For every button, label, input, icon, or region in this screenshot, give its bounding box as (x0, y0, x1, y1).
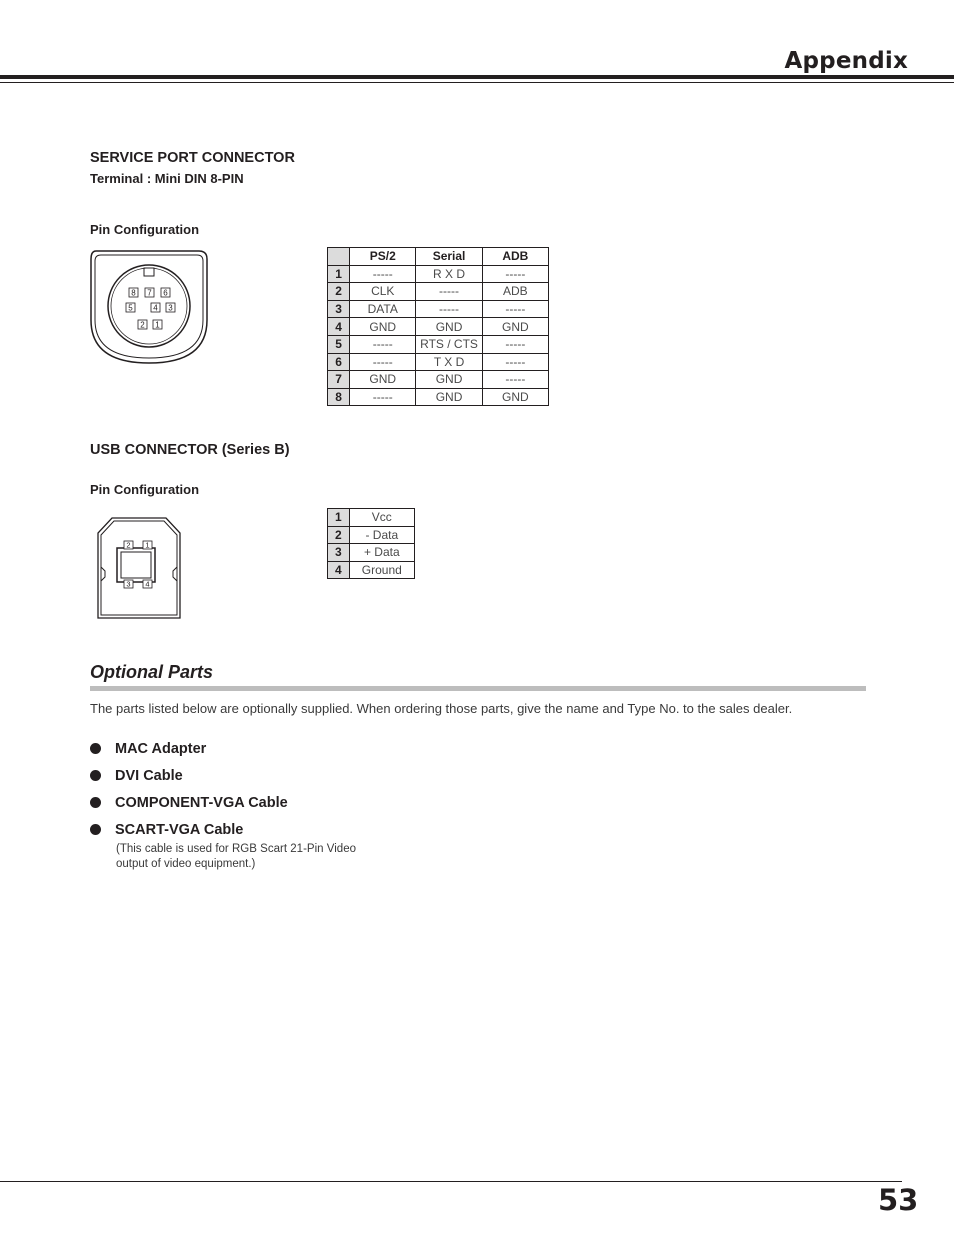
table-row (328, 561, 415, 579)
table-cell: ----- (482, 371, 548, 389)
pin-number: 6 (328, 353, 350, 371)
list-item-label: SCART-VGA Cable (115, 822, 244, 838)
page-header-title: Appendix (784, 48, 908, 74)
usb-outer-shell (98, 518, 180, 618)
table-cell: R X D (416, 265, 482, 283)
mini-din-pin-label: 2 (140, 320, 145, 330)
table-row (328, 335, 549, 353)
usb-pin-label: 1 (145, 540, 150, 550)
pin-number: 4 (328, 318, 350, 336)
table-cell: GND (416, 388, 482, 406)
table-cell: GND (482, 318, 548, 336)
table-row (328, 544, 415, 562)
list-item (90, 822, 243, 838)
mini-din-key (144, 268, 154, 276)
usb-pin-config-label: Pin Configuration (90, 482, 200, 497)
service-port-terminal: Terminal : Mini DIN 8-PIN (90, 171, 244, 186)
table-cell: ----- (482, 353, 548, 371)
mini-din-pin-label: 5 (128, 303, 133, 313)
mini-din-pin-label: 6 (163, 288, 168, 298)
usb-pin-label: 2 (126, 540, 131, 550)
table-header-blank (328, 248, 350, 266)
mini-din-pin-label: 7 (147, 288, 152, 298)
pin-number: 3 (328, 300, 350, 318)
table-cell: GND (350, 371, 416, 389)
mini-din-pin-label: 8 (131, 288, 136, 298)
table-row (328, 318, 549, 336)
pin-number: 5 (328, 335, 350, 353)
table-cell: ----- (416, 300, 482, 318)
pin-number: 3 (328, 544, 350, 562)
table-cell: Ground (349, 561, 414, 579)
table-header-row (328, 248, 549, 266)
table-cell: GND (350, 318, 416, 336)
table-cell: DATA (350, 300, 416, 318)
optional-parts-title: Optional Parts (90, 662, 214, 682)
list-item (90, 768, 183, 784)
table-row (328, 388, 549, 406)
service-port-pin-config-label: Pin Configuration (90, 222, 200, 237)
mini-din-pin-label: 3 (168, 303, 173, 313)
table-row (328, 353, 549, 371)
mini-din-face-inner (111, 268, 187, 344)
bullet-icon (90, 743, 101, 754)
table-cell: + Data (349, 544, 414, 562)
table-header: ADB (482, 248, 548, 266)
pin-number: 7 (328, 371, 350, 389)
table-cell: GND (416, 318, 482, 336)
table-cell: ----- (350, 265, 416, 283)
header-rule (0, 75, 954, 79)
table-cell: ----- (350, 353, 416, 371)
table-cell: T X D (416, 353, 482, 371)
optional-parts-rule (90, 686, 866, 691)
list-item (90, 795, 288, 811)
usb-tongue (117, 548, 155, 582)
mini-din-pin-label: 1 (155, 320, 160, 330)
usb-pin-label: 4 (145, 579, 150, 589)
list-item (90, 741, 206, 757)
usb-title: USB CONNECTOR (Series B) (90, 442, 290, 458)
table-row (328, 526, 415, 544)
footer-rule (0, 1181, 902, 1182)
usb-b-connector-diagram (95, 515, 183, 621)
pin-number: 1 (328, 509, 350, 527)
page-number: 53 (878, 1183, 919, 1217)
table-cell: ----- (482, 265, 548, 283)
pin-number: 8 (328, 388, 350, 406)
table-cell: RTS / CTS (416, 335, 482, 353)
bullet-icon (90, 770, 101, 781)
service-port-title: SERVICE PORT CONNECTOR (90, 150, 295, 166)
table-cell: Vcc (349, 509, 414, 527)
optional-parts-description: The parts listed below are optionally supplied. When ordering those parts, give the name and Type No. to the sales dealer. (90, 701, 793, 716)
table-cell: GND (416, 371, 482, 389)
bullet-icon (90, 824, 101, 835)
pin-number: 2 (328, 283, 350, 301)
table-cell: GND (482, 388, 548, 406)
usb-inner-shell (101, 521, 177, 615)
table-row (328, 283, 549, 301)
table-row (328, 371, 549, 389)
mini-din-connector-diagram (88, 248, 210, 368)
table-cell: ADB (482, 283, 548, 301)
service-port-pin-table (327, 247, 549, 406)
table-row (328, 509, 415, 527)
table-cell: ----- (416, 283, 482, 301)
table-cell: - Data (349, 526, 414, 544)
bullet-icon (90, 797, 101, 808)
pin-number: 4 (328, 561, 350, 579)
usb-pin-table (327, 508, 415, 579)
table-cell: ----- (350, 335, 416, 353)
mini-din-pin-label: 4 (153, 303, 158, 313)
table-cell: ----- (482, 335, 548, 353)
table-header: PS/2 (350, 248, 416, 266)
header-rule-thin (0, 82, 954, 83)
list-item-label: COMPONENT-VGA Cable (115, 795, 288, 811)
table-cell: ----- (482, 300, 548, 318)
table-cell: CLK (350, 283, 416, 301)
mini-din-face (108, 265, 190, 347)
scart-cable-note: (This cable is used for RGB Scart 21-Pin Video output of video equipment.) (116, 843, 356, 870)
pin-number: 2 (328, 526, 350, 544)
table-row (328, 300, 549, 318)
table-header: Serial (416, 248, 482, 266)
usb-pin-label: 3 (126, 579, 131, 589)
pin-number: 1 (328, 265, 350, 283)
list-item-label: MAC Adapter (115, 741, 207, 757)
list-item-label: DVI Cable (115, 768, 183, 784)
table-cell: ----- (350, 388, 416, 406)
table-row (328, 265, 549, 283)
